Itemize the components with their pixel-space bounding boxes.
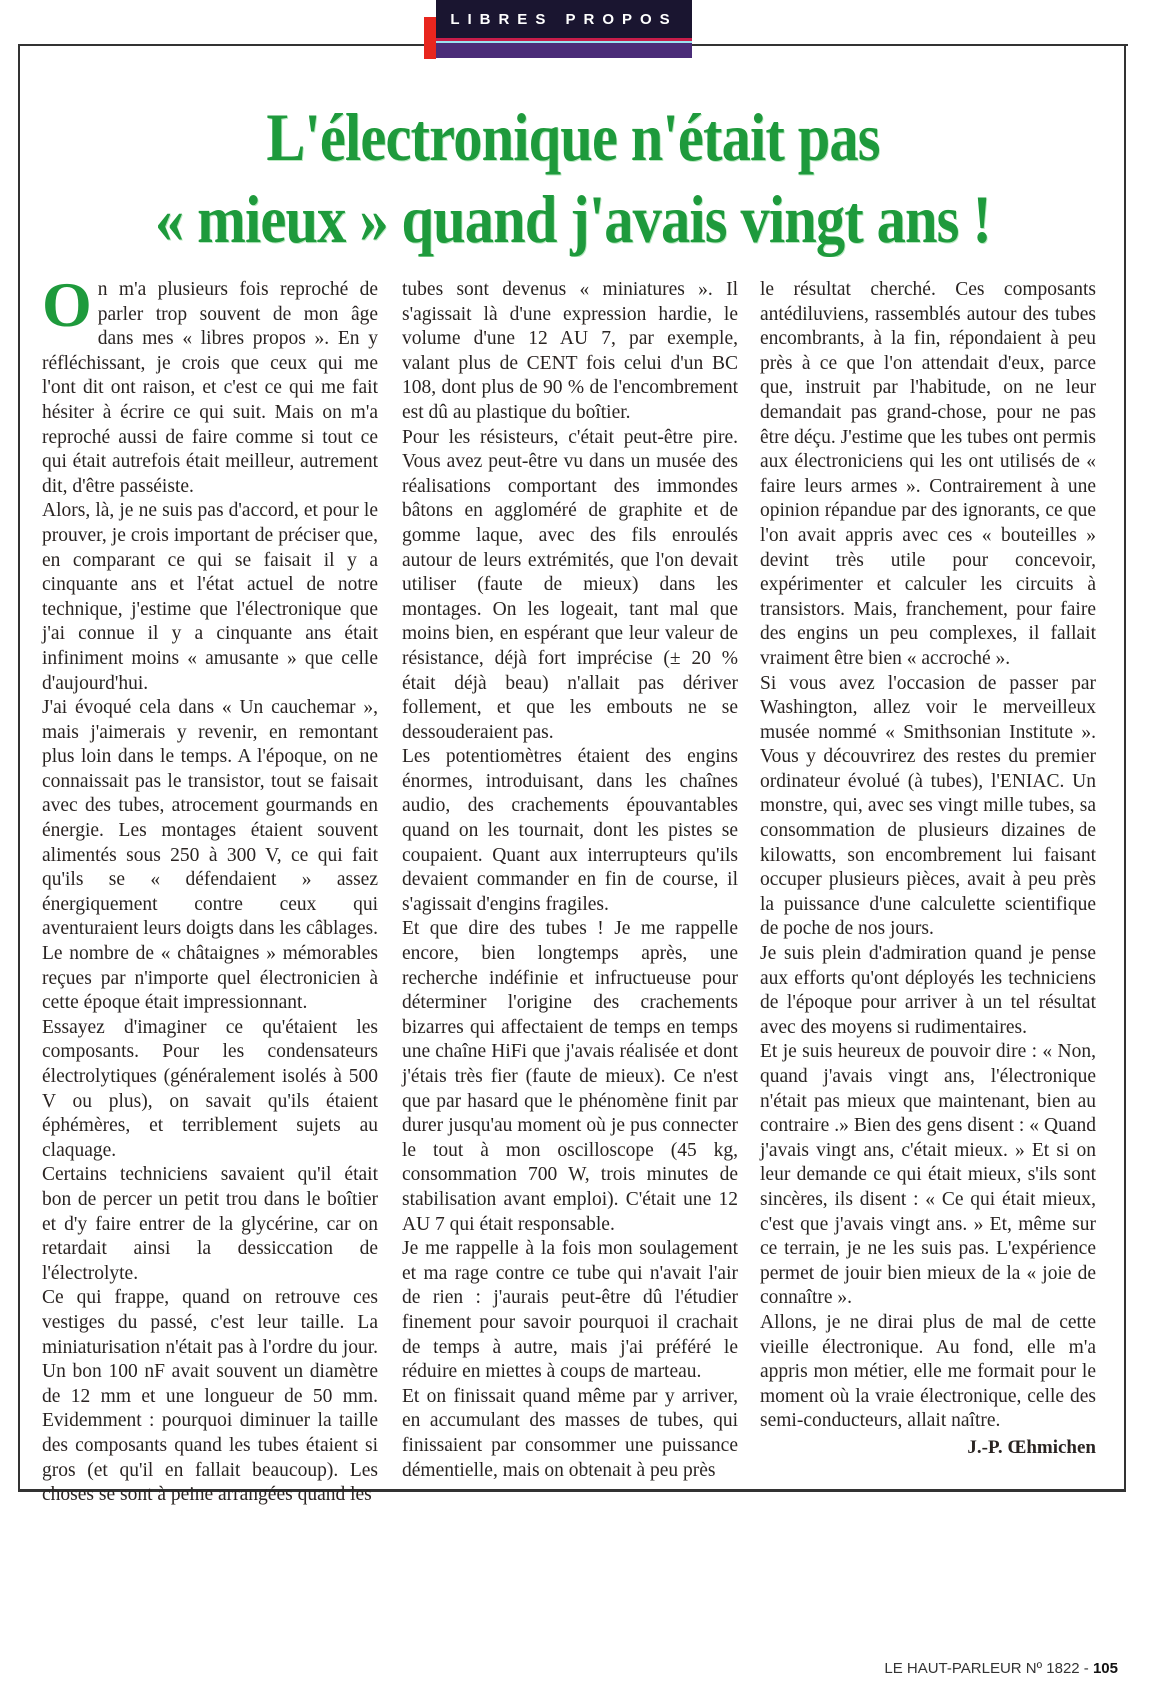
paragraph: Alors, là, je ne suis pas d'accord, et pour le prouver, je crois important de préciser que, en comparant ce qui se faisait il y a cinquante ans et l'état actuel de notre technique, j'estime que l'électronique que j'ai connue il y a cinquante ans était infiniment moins « amusante » que celle d'aujourd'hui. xyxy=(42,500,378,694)
paragraph: Essayez d'imaginer ce qu'étaient les composants. Pour les condensateurs électrolytiques (généralement isolés à 500 V ou plus), on savait qu'ils étaient éphémères, et terriblement sujets au claquage. xyxy=(42,1016,378,1161)
drop-cap: O xyxy=(42,269,92,340)
paragraph: Les potentiomètres étaient des engins énormes, introduisant, dans les chaînes audio, des crachements épouvantables quand on les tournait, dont les pistes se coupaient. Quant aux interrupteurs qu'ils devaient commander en fin de course, il s'agissait d'engins fragiles. xyxy=(402,746,738,915)
paragraph: J'ai évoqué cela dans « Un cauchemar », mais j'aimerais y revenir, en remontant plus loin dans le temps. A l'époque, on ne connaissait pas le transistor, tout se faisait avec des tubes, atrocement gourmands en énergie. Les montages étaient souvent alimentés sous 250 à 300 V, ce qui fait qu'ils se « défendaient » assez énergiquement contre ceux qui aventuraient leurs doigts dans les câblages. Le nombre de « châtaignes » mémorables reçues par n'importe quel électronicien à cette époque était impressionnant. xyxy=(42,697,378,1014)
paragraph: Allons, je ne dirai plus de mal de cette vieille électronique. Au fond, elle m'a appris mon métier, elle me formait pour le moment où la vraie électronique, celle des semi-conducteurs, allait naître. xyxy=(760,1311,1096,1432)
page-footer xyxy=(884,1660,1118,1677)
paragraph: Et je suis heureux de pouvoir dire : « Non, quand j'avais vingt ans, l'électronique n'était pas mieux que maintenant, bien au contraire .» Bien des gens disent : « Quand j'avais vingt ans, c'était mieux. » Et si on leur demande ce qui était mieux, s'ils sont sincères, ils disent : « Ce qui était mieux, c'est que j'avais vingt ans. » Et, même sur ce terrain, je ne les suis pas. L'expérience permet de jouir bien mieux de la « joie de connaître ». xyxy=(760,1041,1096,1309)
paragraph: Pour les résisteurs, c'était peut-être pire. Vous avez peut-être vu dans un musée des réalisations comportant des immondes bâtons en aggloméré de graphite et de gomme laque, avec des fils enroulés autour de leurs extrémités, que l'on devait utiliser (faute de mieux) dans les montages. On les logeait, tant mal que moins bien, en espérant que leur valeur de résistance, déjà fort imprécise (± 20 % était déjà beau) n'allait pas dériver follement, et que les embouts ne se dessouderaient pas. xyxy=(402,426,738,743)
article-title xyxy=(97,96,1048,260)
paragraph: tubes sont devenus « miniatures ». Il s'agissait là d'une expression hardie, le volume d'une 12 AU 7, par exemple, valant plus de CENT fois celui d'un BC 108, dont plus de 90 % de l'encombrement est dû au plastique du boîtier. xyxy=(402,279,738,423)
page-number: 105 xyxy=(1092,1660,1118,1677)
paragraph: Ce qui frappe, quand on retrouve ces vestiges du passé, c'est leur taille. La miniaturisation n'était pas à l'ordre du jour. Un bon 100 nF avait souvent un diamètre de 12 mm et une longueur de 50 mm. Evidemment : pourquoi diminuer la taille des composants quand les tubes étaient si gros (et qu'il en fallait beaucoup). Les choses se sont à peine arrangées quand les xyxy=(42,1287,378,1506)
article-column-3 xyxy=(760,278,1096,1461)
paragraph: Si vous avez l'occasion de passer par Washington, allez voir le merveilleux musée nommé « Smithsonian Institute ». Vous y découvrirez des restes du premier ordinateur évolué (à tubes), l'ENIAC. Un monstre, qui, avec ses vingt mille tubes, sa consommation de plusieurs dizaines de kilowatts, son encombrement lui faisant occuper plusieurs pièces, avait à peu près la puissance d'une calculette scientifique de poche de nos jours. xyxy=(760,672,1096,940)
paragraph: Certains techniciens savaient qu'il était bon de percer un petit trou dans le boîtier et d'y faire entrer de la glycérine, car on retardait ainsi la dessiccation de l'électrolyte. xyxy=(42,1164,378,1284)
section-tag-accent xyxy=(424,17,436,59)
author-signature: J.-P. Œhmichen xyxy=(967,1436,1096,1458)
publication-info: LE HAUT-PARLEUR Nº 1822 - xyxy=(884,1660,1093,1677)
paragraph: On m'a plusieurs fois reproché de parler trop souvent de mon âge dans mes « libres propos ». En y réfléchissant, je crois que ceux qui me l'ont dit ont raison, et c'est ce qui me fait hésiter à écrire ce qui suit. Mais on m'a reproché aussi de faire comme si tout ce qui était autrefois était meilleur, autrement dit, d'être passéiste. xyxy=(42,269,378,497)
paragraph: Et on finissait quand même par y arriver, en accumulant des masses de tubes, qui finissaient par consommer une puissance démentielle, mais on obtenait à peu près xyxy=(402,1385,738,1481)
section-tag xyxy=(436,0,692,38)
paragraph: Et que dire des tubes ! Je me rappelle encore, bien longtemps après, une recherche indéfinie et infructueuse pour déterminer l'origine des crachements bizarres qui affectaient de temps en temps une chaîne HiFi que j'avais réalisée et dont j'étais très fier (faute de mieux). Ce n'est que par hasard que le phénomène finit par durer jusqu'au moment où je pus connecter le tout à mon oscilloscope (45 kg, consommation 700 W, trois minutes de stabilisation avant emploi). C'était une 12 AU 7 qui était responsable. xyxy=(402,918,738,1235)
section-tag-label: LIBRES PROPOS xyxy=(450,10,678,28)
paragraph: Je suis plein d'admiration quand je pense aux efforts qu'ont déployés les techniciens de l'époque pour arriver à un tel résultat avec des moyens si rudimentaires. xyxy=(760,943,1096,1038)
paragraph: le résultat cherché. Ces composants antédiluviens, rassemblés autour des tubes encombrants, à la fin, répondaient à peu près à ce que l'on attendait d'eux, parce que, instruit par l'habitude, on ne leur demandait pas grand-chose, pour ne pas être déçu. J'estime que les tubes ont permis aux électroniciens qui les ont utilisés de « faire leurs armes ». Contrairement à une opinion répandue par des ignorants, ce que l'on avait appris avec ces « bouteilles » devint très utile pour concevoir, expérimenter et calculer les circuits à transistors. Mais, franchement, pour faire des engins un peu complexes, il fallait vraiment être bien « accroché ». xyxy=(760,279,1097,669)
article-column-1 xyxy=(42,269,378,1508)
title-line-2: « mieux » quand j'avais vingt ans ! xyxy=(155,181,991,257)
title-line-1: L'électronique n'était pas xyxy=(266,99,880,175)
paragraph: Je me rappelle à la fois mon soulagement et ma rage contre ce tube qui n'avait l'air de rien : j'aurais peut-être dû l'étudier finement pour savoir pourquoi il crachait de temps à autre, mais j'ai préféré le réduire en miettes à coups de marteau. xyxy=(402,1238,738,1383)
article-column-2 xyxy=(402,278,738,1483)
section-tag-stripe-purple xyxy=(436,43,692,58)
